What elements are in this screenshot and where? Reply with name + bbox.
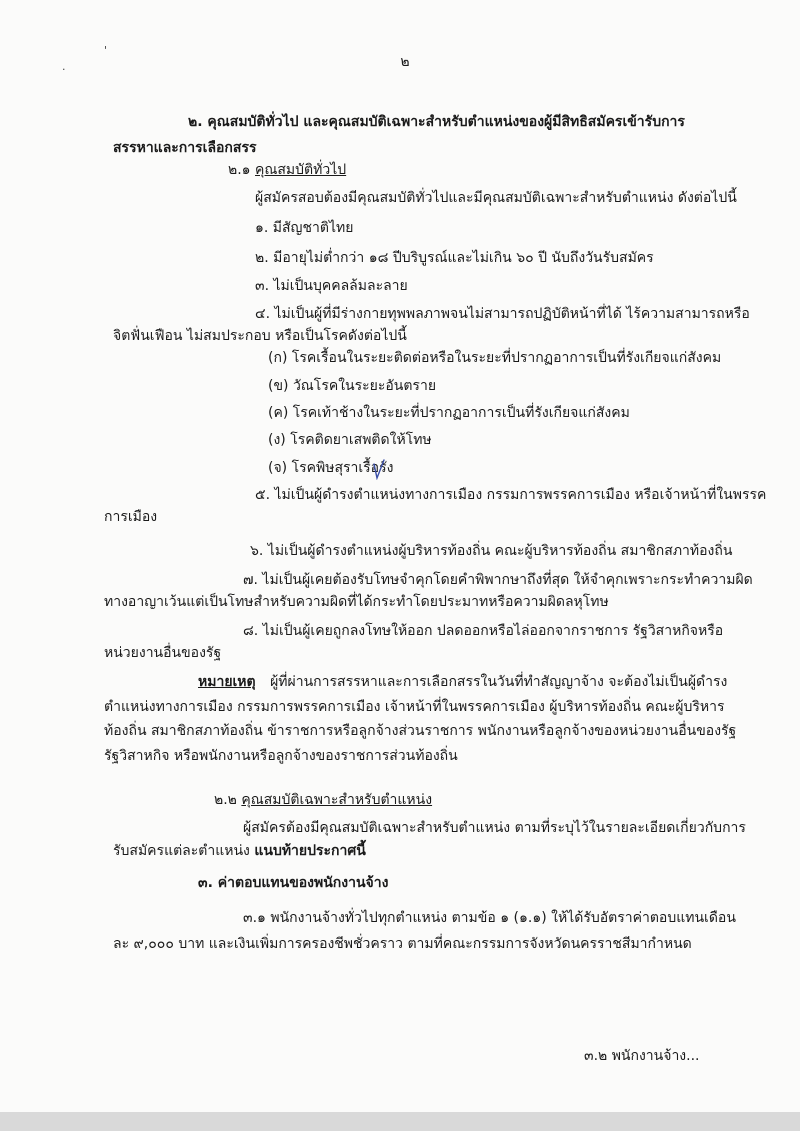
disease-item-c: (ค) โรคเท้าช้างในระยะที่ปรากฏอาการเป็นที่รังเกียจแก่สังคม xyxy=(268,405,630,421)
qualification-item-6: ๖. ไม่เป็นผู้ดำรงตำแหน่งผู้บริหารท้องถิ่น คณะผู้บริหารท้องถิ่น สมาชิกสภาท้องถิ่น xyxy=(250,543,733,559)
disease-item-e: (จ) โรคพิษสุราเรื้อรัง xyxy=(268,460,394,476)
subsection-2-2 xyxy=(214,790,432,810)
disease-item-d: (ง) โรคติดยาเสพติดให้โทษ xyxy=(268,432,432,448)
general-qualification-intro: ผู้สมัครสอบต้องมีคุณสมบัติทั่วไปและมีคุณสมบัติเฉพาะสำหรับตำแหน่ง ดังต่อไปนี้ xyxy=(255,190,737,206)
section2-heading: ๒. คุณสมบัติทั่วไป และคุณสมบัติเฉพาะสำหรับตำแหน่งของผู้มีสิทธิสมัครเข้ารับการ xyxy=(188,114,685,130)
qualification-item-8-cont: หน่วยงานอื่นของรัฐ xyxy=(104,645,222,661)
note-line-2: ตำแหน่งทางการเมือง กรรมการพรรคการเมือง เจ้าหน้าที่ในพรรคการเมือง ผู้บริหารท้องถิ่น คณะผู้บริหาร xyxy=(104,699,725,715)
scan-edge xyxy=(0,1112,800,1131)
continuation-note: ๓.๒ พนักงานจ้าง... xyxy=(584,1048,700,1064)
note-label: หมายเหตุ xyxy=(198,674,256,690)
note-text: ผู้ที่ผ่านการสรรหาและการเลือกสรรในวันที่ทำสัญญาจ้าง จะต้องไม่เป็นผู้ดำรง xyxy=(270,674,728,690)
specific-qualification-text: ผู้สมัครต้องมีคุณสมบัติเฉพาะสำหรับตำแหน่ง ตามที่ระบุไว้ในรายละเอียดเกี่ยวกับการ xyxy=(243,820,746,836)
subsection-number: ๒.๒ xyxy=(214,792,237,808)
compensation-text: ๓.๑ พนักงานจ้างทั่วไปทุกตำแหน่ง ตามข้อ ๑ (๑.๑) ให้ได้รับอัตราค่าตอบแทนเดือน xyxy=(243,910,736,926)
specific-qualification-cont-text: รับสมัครแต่ละตำแหน่ง xyxy=(113,843,250,859)
pen-checkmark xyxy=(372,458,386,480)
subsection-title: คุณสมบัติทั่วไป xyxy=(255,162,347,178)
specific-qualification-cont xyxy=(113,841,366,861)
subsection-2-1 xyxy=(228,160,346,180)
note-line-4: รัฐวิสาหกิจ หรือพนักงานหรือลูกจ้างของราชการส่วนท้องถิ่น xyxy=(104,748,458,764)
section3-heading: ๓. ค่าตอบแทนของพนักงานจ้าง xyxy=(198,875,389,891)
note-line-3: ท้องถิ่น สมาชิกสภาท้องถิ่น ข้าราชการหรือลูกจ้างส่วนราชการ พนักงานหรือลูกจ้างของหน่วยงานอื่นของรัฐ xyxy=(104,723,737,739)
qualification-item-1: ๑. มีสัญชาติไทย xyxy=(255,220,354,236)
margin-mark: ' xyxy=(104,44,108,57)
qualification-item-7: ๗. ไม่เป็นผู้เคยต้องรับโทษจำคุกโดยคำพิพากษาถึงที่สุด ให้จำคุกเพราะกระทำความผิด xyxy=(243,572,753,588)
qualification-item-4-cont: จิตฟั่นเฟือน ไม่สมประกอบ หรือเป็นโรคดังต่อไปนี้ xyxy=(113,328,407,344)
qualification-item-7-cont: ทางอาญาเว้นแต่เป็นโทษสำหรับความผิดที่ได้กระทำโดยประมาทหรือความผิดลหุโทษ xyxy=(104,594,609,610)
qualification-item-8: ๘. ไม่เป็นผู้เคยถูกลงโทษให้ออก ปลดออกหรือไล่ออกจากราชการ รัฐวิสาหกิจหรือ xyxy=(243,623,724,639)
qualification-item-5-cont: การเมือง xyxy=(104,509,158,525)
note-paragraph xyxy=(198,672,727,692)
subsection-title: คุณสมบัติเฉพาะสำหรับตำแหน่ง xyxy=(241,792,433,808)
disease-item-b: (ข) วัณโรคในระยะอันตราย xyxy=(268,378,437,394)
subsection-number: ๒.๑ xyxy=(228,162,251,178)
disease-item-a: (ก) โรคเรื้อนในระยะติดต่อหรือในระยะที่ปรากฏอาการเป็นที่รังเกียจแก่สังคม xyxy=(268,350,722,366)
margin-mark: . xyxy=(62,60,66,73)
page-number: ๒ xyxy=(400,54,410,70)
qualification-item-2: ๒. มีอายุไม่ต่ำกว่า ๑๘ ปีบริบูรณ์และไม่เกิน ๖๐ ปี นับถึงวันรับสมัคร xyxy=(255,250,654,266)
qualification-item-4: ๔. ไม่เป็นผู้ที่มีร่างกายทุพพลภาพจนไม่สามารถปฏิบัติหน้าที่ได้ ไร้ความสามารถหรือ xyxy=(255,306,750,322)
compensation-text-cont: ละ ๙,๐๐๐ บาท และเงินเพิ่มการครองชีพชั่วคราว ตามที่คณะกรรมการจังหวัดนครราชสีมากำหนด xyxy=(113,936,692,952)
section2-heading-cont: สรรหาและการเลือกสรร xyxy=(113,140,257,156)
annex-reference: แนบท้ายประกาศนี้ xyxy=(254,843,366,859)
qualification-item-3: ๓. ไม่เป็นบุคคลล้มละลาย xyxy=(255,278,408,294)
qualification-item-5: ๕. ไม่เป็นผู้ดำรงตำแหน่งทางการเมือง กรรมการพรรคการเมือง หรือเจ้าหน้าที่ในพรรค xyxy=(255,487,767,503)
